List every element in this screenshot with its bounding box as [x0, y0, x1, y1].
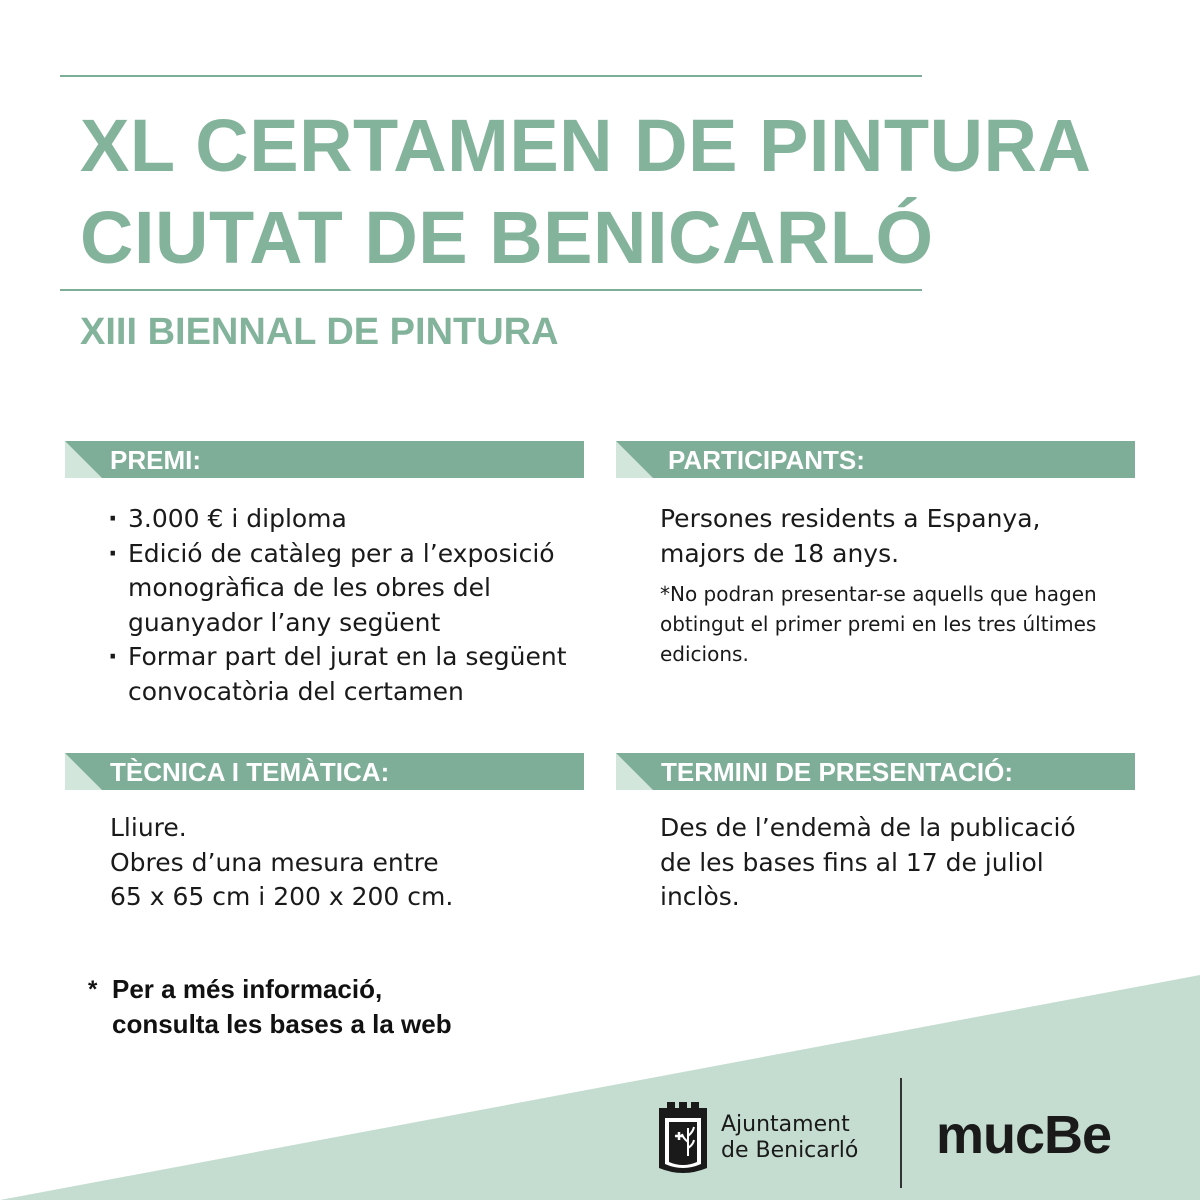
subtitle: XIII BIENNAL DE PINTURA	[80, 311, 559, 353]
top-rule	[60, 75, 922, 77]
tecnica-heading: TÈCNICA I TEMÀTICA:	[110, 757, 390, 787]
mucbe-logo: mucBe	[936, 1105, 1112, 1165]
list-item: · Formar part del jurat en la següent convocatòria del certamen	[108, 640, 578, 709]
more-info-line-1: Per a més informació,	[112, 974, 383, 1004]
page-title	[80, 100, 1091, 284]
premi-list	[108, 502, 578, 709]
premi-heading: PREMI:	[110, 445, 201, 475]
list-item: · 3.000 € i diploma	[108, 502, 578, 537]
list-item: · Edició de catàleg per a l’exposició monogràfica de les obres del guanyador l’any següent	[108, 537, 578, 641]
crest-icon	[655, 1098, 711, 1176]
termini-heading: TERMINI DE PRESENTACIÓ:	[661, 757, 1013, 787]
title-line-1: XL CERTAMEN DE PINTURA	[80, 104, 1092, 187]
title-line-2: CIUTAT DE BENICARLÓ	[80, 196, 934, 279]
more-info-line-2: consulta les bases a la web	[112, 1009, 452, 1039]
tecnica-line-2: Obres d’una mesura entre	[110, 847, 439, 877]
participants-body	[660, 502, 1130, 669]
ajuntament-line-1: Ajuntament	[721, 1112, 850, 1137]
tecnica-line-3: 65 x 65 cm i 200 x 200 cm.	[110, 882, 454, 911]
participants-note: *No podran presentar-se aquells que hagen obtingut el primer premi en les tres últimes edicions.	[660, 582, 1097, 666]
middle-rule	[60, 289, 922, 291]
section-heading-tecnica	[65, 753, 584, 790]
heading-corner-decoration	[616, 441, 653, 478]
premi-body	[108, 502, 578, 709]
section-heading-participants	[616, 441, 1135, 478]
participants-heading: PARTICIPANTS:	[668, 445, 865, 475]
ajuntament-line-2: de Benicarló	[721, 1138, 859, 1163]
participants-text: Persones residents a Espanya, majors de 18 anys.	[660, 504, 1041, 568]
tecnica-body	[110, 811, 580, 915]
heading-corner-decoration	[65, 753, 102, 790]
heading-corner-decoration	[65, 441, 102, 478]
heading-corner-decoration	[616, 753, 653, 790]
logo-divider	[900, 1078, 902, 1188]
more-info	[88, 972, 452, 1042]
ajuntament-name	[721, 1112, 858, 1164]
tecnica-line-1: Lliure.	[110, 813, 187, 842]
termini-text: Des de l’endemà de la publicació de les bases fins al 17 de juliol inclòs.	[660, 813, 1076, 911]
asterisk: *	[88, 976, 98, 1003]
section-heading-premi	[65, 441, 584, 478]
section-heading-termini	[616, 753, 1135, 790]
termini-body	[660, 811, 1110, 915]
